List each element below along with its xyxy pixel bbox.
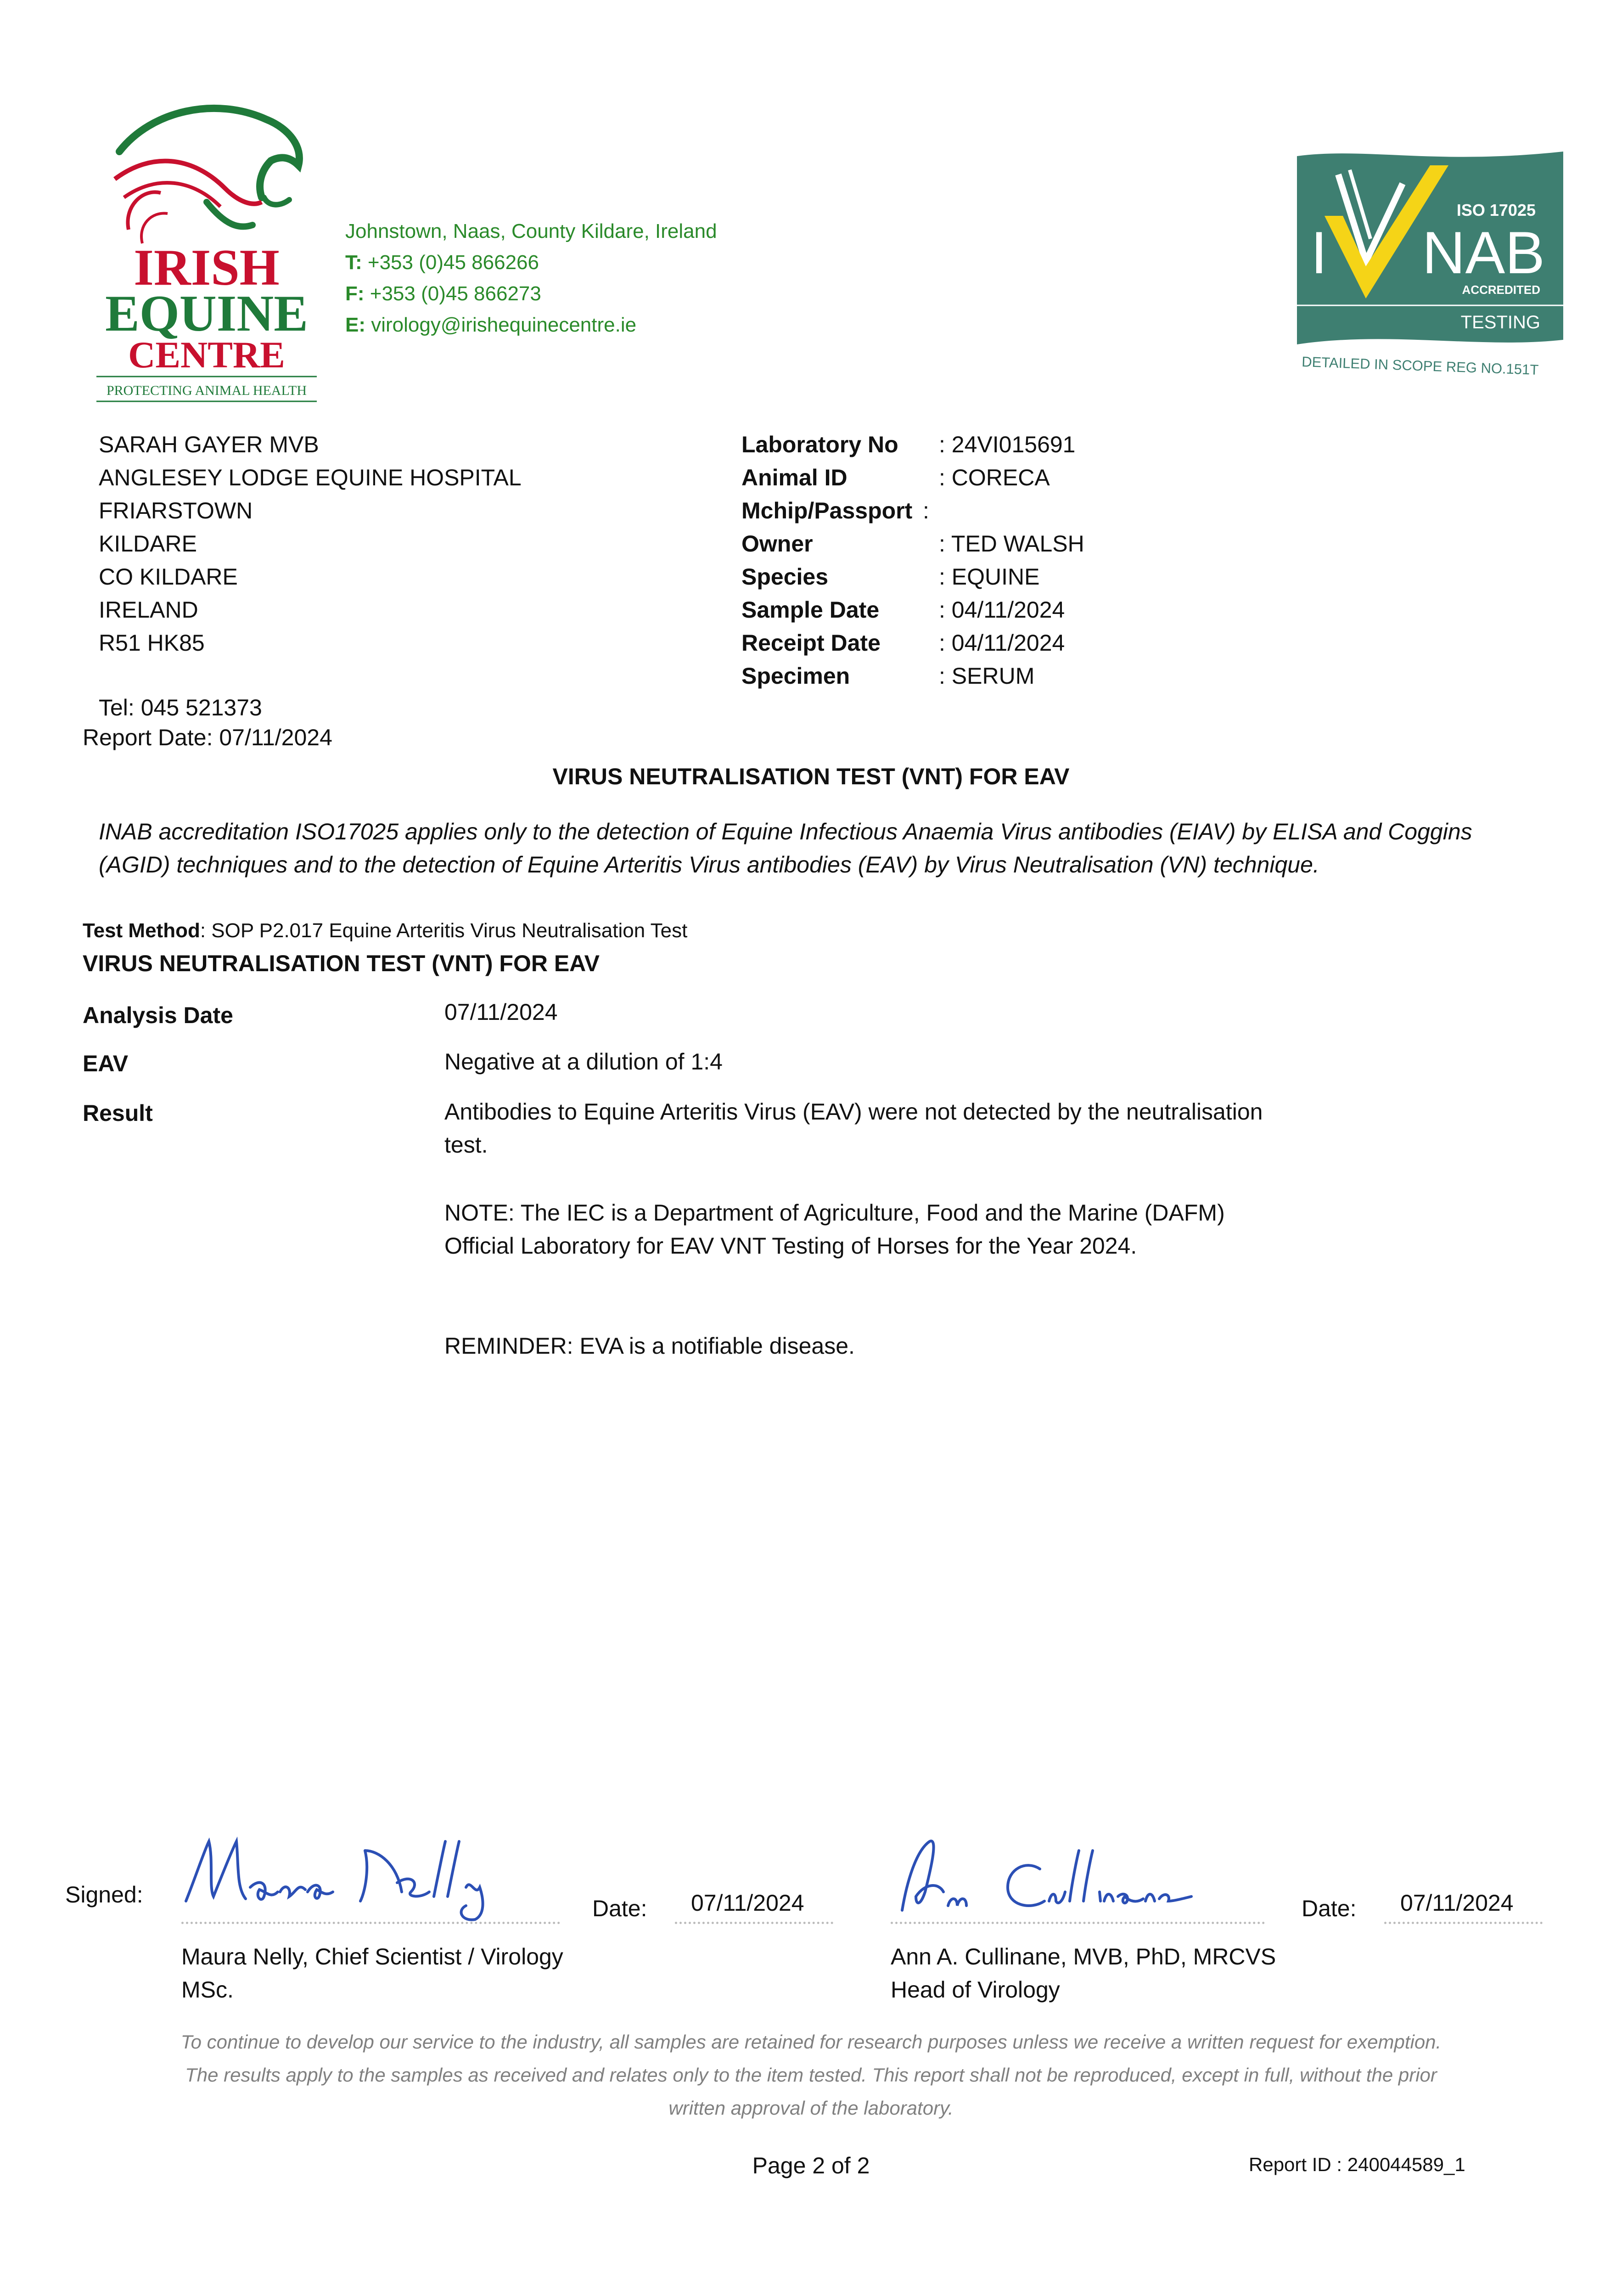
handwritten-signature-icon — [888, 1832, 1228, 1924]
lab-info-value: : EQUINE — [939, 564, 1040, 590]
footer-disclaimer-2: The results apply to the samples as received and relates only to the item tested. This report shall not be reproduced, except in full, without the prior — [185, 2064, 1437, 2086]
test-method — [83, 917, 687, 945]
logo-line3: CENTRE — [128, 334, 285, 376]
eav-label: EAV — [83, 1051, 129, 1076]
lab-info-value: : 24VI015691 — [939, 432, 1076, 457]
lab-info-label: Receipt Date — [741, 630, 881, 656]
irish-equine-centre-logo — [87, 92, 326, 404]
inab-standard: ISO 17025 — [1456, 201, 1536, 219]
inab-accredited: ACCREDITED — [1462, 283, 1540, 297]
recipient-tel: Tel: 045 521373 — [99, 695, 262, 720]
lab-info-value: : — [923, 498, 929, 523]
lab-info-value: : TED WALSH — [939, 531, 1084, 557]
date-label-2: Date: — [1302, 1896, 1357, 1921]
signer-2-role: Head of Virology — [891, 1977, 1060, 2003]
test-method-label: Test Method — [83, 919, 200, 942]
result-label: Result — [83, 1100, 153, 1126]
test-method-value: : SOP P2.017 Equine Arteritis Virus Neutralisation Test — [200, 919, 688, 942]
signer-1-name: Maura Nelly, Chief Scientist / Virology — [181, 1944, 563, 1970]
inab-accreditation-badge — [1297, 147, 1563, 386]
footer-disclaimer-1: To continue to develop our service to the industry, all samples are retained for research purposes unless we receive a written request for exemption. — [180, 2031, 1442, 2053]
signature-date-2: 07/11/2024 — [1400, 1890, 1514, 1916]
address-line: FRIARSTOWN — [99, 498, 253, 523]
address-line: R51 HK85 — [99, 630, 205, 656]
phone-number: +353 (0)45 866266 — [367, 251, 539, 274]
signer-2 — [891, 1940, 1276, 2006]
logo-line1: IRISH — [134, 239, 280, 296]
lab-info-label: Specimen — [741, 663, 850, 689]
result-note: NOTE: The IEC is a Department of Agriculture, Food and the Marine (DAFM) Official Laboratory for EAV VNT Testing of Horses for the Year 2024. — [444, 1200, 1225, 1259]
lab-info-label: Species — [741, 564, 829, 590]
phone-line — [345, 247, 717, 278]
contact-block — [345, 216, 717, 341]
fax-number: +353 (0)45 866273 — [370, 282, 541, 305]
analysis-date-value: 07/11/2024 — [444, 999, 558, 1025]
date-label-1: Date: — [592, 1896, 647, 1921]
lab-info-label: Animal ID — [741, 465, 847, 490]
address-line: IRELAND — [99, 597, 198, 623]
lab-info-value: : SERUM — [939, 663, 1035, 689]
result-value: Antibodies to Equine Arteritis Virus (EAV) were not detected by the neutralisation test. — [444, 1099, 1263, 1158]
lab-info-value: : CORECA — [939, 465, 1050, 490]
address-line: ANGLESEY LODGE EQUINE HOSPITAL — [99, 465, 522, 490]
svg-text:I: I — [1311, 219, 1328, 286]
horse-logo-icon — [87, 92, 326, 404]
lab-info-label: Sample Date — [741, 597, 880, 623]
footer-disclaimer-3: written approval of the laboratory. — [668, 2097, 954, 2119]
report-title: VIRUS NEUTRALISATION TEST (VNT) FOR EAV — [552, 764, 1070, 789]
report-id: Report ID : 240044589_1 — [1249, 2154, 1465, 2175]
handwritten-signature-icon — [181, 1823, 503, 1924]
section-title: VIRUS NEUTRALISATION TEST (VNT) FOR EAV — [83, 951, 600, 976]
inab-accreditation-note: INAB accreditation ISO17025 applies only to the detection of Equine Infectious Anaemia Virus antibodies (EIAV) by ELISA and Coggins (AGID) techniques and to the detection of Equine Arteritis Virus antibodies (EAV) by Virus Neutralisation (VN) technique. — [99, 819, 1472, 878]
fax-line — [345, 278, 717, 310]
eav-value: Negative at a dilution of 1:4 — [444, 1049, 723, 1075]
signature-ann-cullinane — [888, 1832, 1228, 1924]
date-line-2 — [1384, 1922, 1543, 1924]
result-reminder: REMINDER: EVA is a notifiable disease. — [444, 1333, 855, 1359]
inab-testing: TESTING — [1460, 312, 1540, 332]
inab-name: NAB — [1422, 219, 1545, 286]
lab-info-value: : 04/11/2024 — [939, 630, 1065, 656]
signer-2-name: Ann A. Cullinane, MVB, PhD, MRCVS — [891, 1944, 1276, 1970]
date-line-1 — [675, 1922, 833, 1924]
signer-1-qualification: MSc. — [181, 1977, 234, 2003]
lab-info-label: Mchip/Passport — [741, 498, 913, 523]
email-label: E: — [345, 314, 365, 336]
lab-info-label: Laboratory No — [741, 432, 898, 457]
report-date: Report Date: 07/11/2024 — [83, 725, 332, 750]
address-line: SARAH GAYER MVB — [99, 432, 319, 457]
lab-info-label: Owner — [741, 531, 813, 557]
inab-logo-icon — [1297, 147, 1563, 386]
lab-info-value: : 04/11/2024 — [939, 597, 1065, 623]
analysis-date-label: Analysis Date — [83, 1002, 233, 1028]
phone-label: T: — [345, 251, 362, 274]
address-line: CO KILDARE — [99, 564, 238, 590]
signature-line-2 — [891, 1922, 1265, 1924]
recipient-address — [99, 428, 522, 659]
signer-1 — [181, 1940, 563, 2006]
page-number: Page 2 of 2 — [752, 2153, 870, 2178]
signature-line-1 — [181, 1922, 560, 1924]
email-address: virology@irishequinecentre.ie — [371, 314, 637, 336]
logo-line2: EQUINE — [105, 285, 308, 342]
signed-label: Signed: — [65, 1882, 143, 1908]
signature-maura-nelly — [181, 1823, 503, 1924]
email-line — [345, 310, 717, 341]
lab-address: Johnstown, Naas, County Kildare, Ireland — [345, 220, 717, 242]
address-line: KILDARE — [99, 531, 197, 557]
fax-label: F: — [345, 282, 365, 305]
inab-scope: DETAILED IN SCOPE REG NO.151T — [1301, 354, 1539, 378]
signature-date-1: 07/11/2024 — [691, 1890, 804, 1916]
logo-tagline: PROTECTING ANIMAL HEALTH — [106, 383, 307, 398]
